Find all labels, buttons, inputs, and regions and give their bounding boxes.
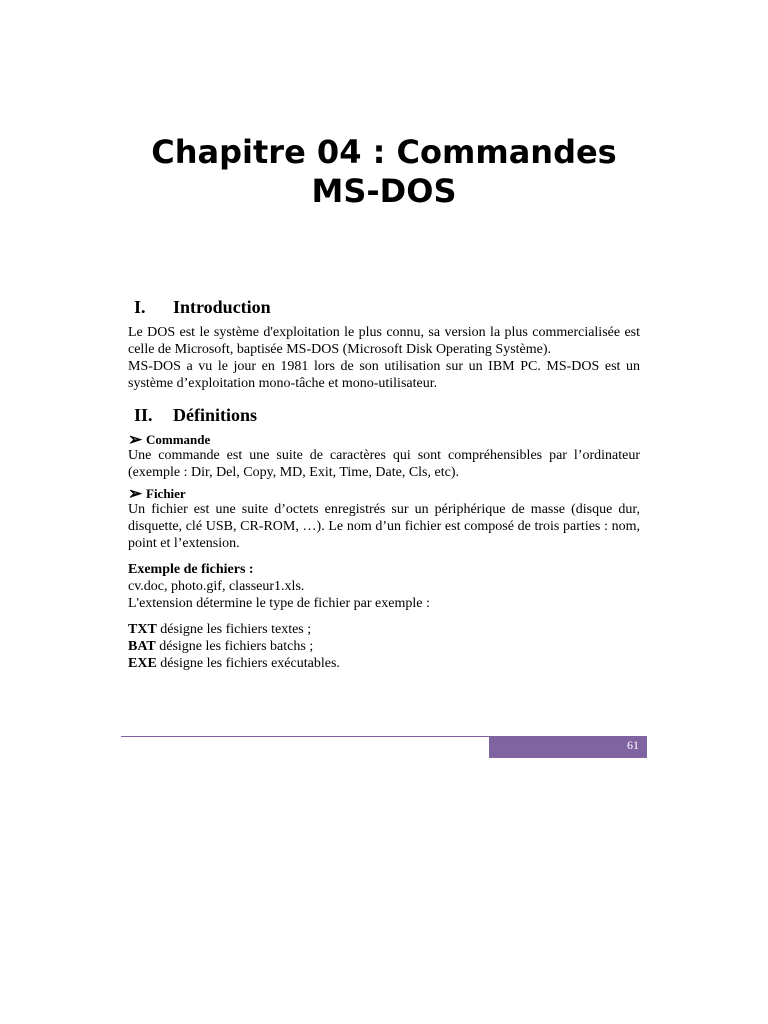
page-number: 61 bbox=[627, 738, 639, 752]
file-type-item bbox=[128, 655, 640, 672]
definition-term: Fichier bbox=[146, 486, 186, 501]
introduction-paragraph-1: Le DOS est le système d'exploitation le plus connu, sa version la plus commercialisée est celle de Microsoft, baptisée MS-DOS (Microsoft Disk Operating Système). bbox=[128, 325, 640, 357]
file-type-ext: TXT bbox=[128, 622, 157, 637]
definition-term: Commande bbox=[146, 432, 211, 447]
definition-commande-title bbox=[128, 432, 640, 447]
file-type-desc: désigne les fichiers textes ; bbox=[156, 622, 312, 637]
arrow-bullet-icon: ➢ bbox=[128, 430, 143, 449]
section-heading-definitions bbox=[128, 404, 640, 426]
section-number: I. bbox=[134, 297, 146, 317]
file-type-list bbox=[128, 621, 640, 672]
definition-fichier-text: Un fichier est une suite d’octets enregistrés sur un périphérique de masse (disque dur, disquette, clé USB, CR-ROM, …). Le nom d’un fichier est composé de trois parties : nom, point et l’extension. bbox=[128, 502, 640, 551]
chapter-title bbox=[0, 133, 768, 211]
section-title: Introduction bbox=[173, 297, 271, 317]
arrow-bullet-icon: ➢ bbox=[128, 484, 143, 503]
section-heading-introduction bbox=[128, 296, 640, 318]
examples-extension-note: L'extension détermine le type de fichier par exemple : bbox=[128, 596, 430, 611]
section-number: II. bbox=[134, 405, 153, 425]
definition-fichier-title bbox=[128, 486, 640, 501]
file-type-ext: BAT bbox=[128, 639, 156, 654]
examples-title: Exemple de fichiers : bbox=[128, 562, 254, 577]
introduction-paragraph-2: MS-DOS a vu le jour en 1981 lors de son utilisation sur un IBM PC. MS-DOS est un système d’exploitation mono-tâche et mono-utilisateur. bbox=[128, 359, 640, 391]
chapter-title-line2: MS-DOS bbox=[311, 172, 457, 210]
chapter-title-line1: Chapitre 04 : Commandes bbox=[151, 133, 617, 171]
file-type-item bbox=[128, 621, 640, 638]
file-type-item bbox=[128, 638, 640, 655]
definition-commande-text: Une commande est une suite de caractères qui sont compréhensibles par l’ordinateur (exemple : Dir, Del, Copy, MD, Exit, Time, Date, Cls, etc). bbox=[128, 448, 640, 480]
page-number-box bbox=[489, 737, 647, 758]
file-type-desc: désigne les fichiers exécutables. bbox=[156, 656, 340, 671]
document-body bbox=[128, 296, 640, 672]
file-type-desc: désigne les fichiers batchs ; bbox=[155, 639, 314, 654]
section-title: Définitions bbox=[173, 405, 258, 425]
file-type-ext: EXE bbox=[128, 656, 157, 671]
examples-files: cv.doc, photo.gif, classeur1.xls. bbox=[128, 579, 305, 594]
